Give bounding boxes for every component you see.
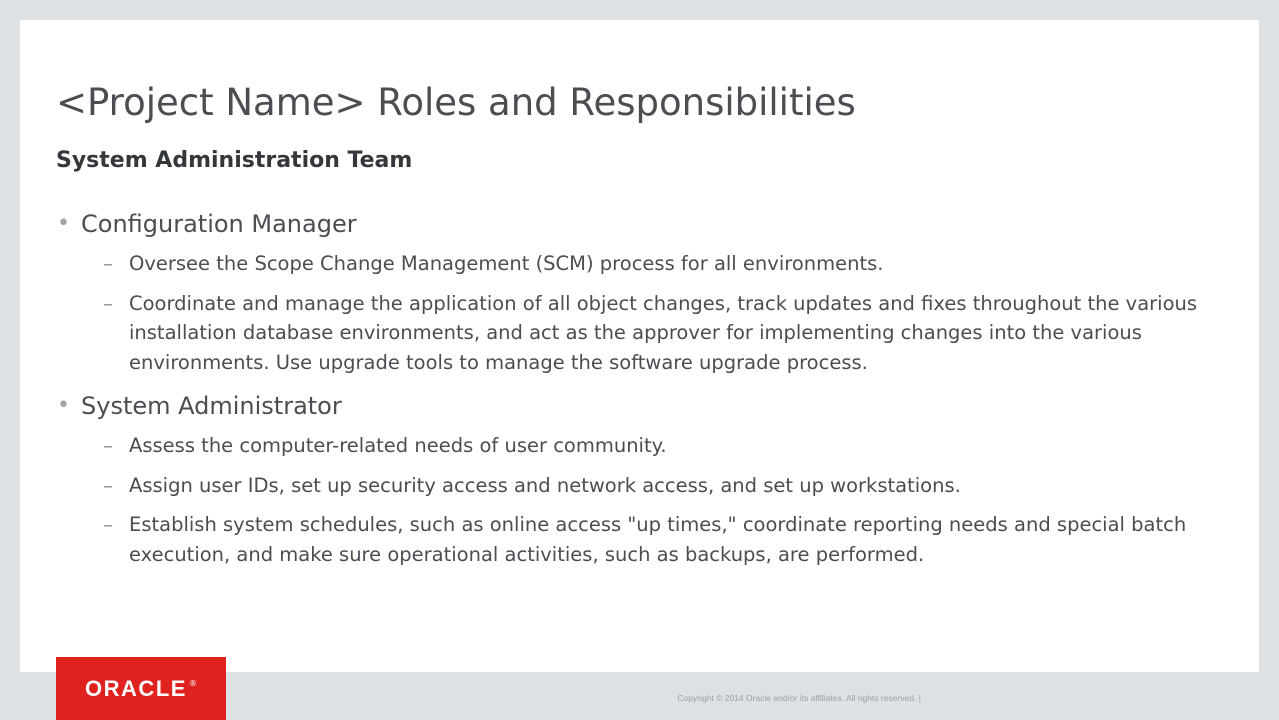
role-name: System Administrator <box>81 392 342 420</box>
dash-icon: – <box>103 252 113 275</box>
bullet-icon: • <box>57 393 70 418</box>
logo-text: ORACLE <box>85 675 187 701</box>
dash-icon: – <box>103 513 113 536</box>
role-heading <box>56 387 1246 425</box>
dash-icon: – <box>103 291 113 315</box>
registered-mark: ® <box>188 679 197 688</box>
role-heading <box>56 205 1246 243</box>
slide-body <box>56 205 1246 579</box>
task-item <box>56 471 1246 501</box>
task-list <box>56 431 1246 569</box>
task-list <box>56 249 1246 377</box>
copyright-footer: Copyright © 2014 Oracle and/or its affiliates. All rights reserved. | <box>677 693 921 703</box>
task-item <box>56 431 1246 461</box>
task-item <box>56 510 1246 569</box>
dash-icon: – <box>103 473 113 497</box>
bullet-icon: • <box>57 211 70 236</box>
task-text: Assign user IDs, set up security access and network access, and set up workstations. <box>129 473 961 497</box>
task-item <box>56 289 1246 378</box>
task-text: Coordinate and manage the application of all object changes, track updates and fixes throughout the various installation database environments, and act as the approver for implementing changes into the various environments. Use upgrade tools to manage the software upgrade process. <box>129 291 1198 374</box>
role-system-administrator <box>56 387 1246 569</box>
oracle-logo <box>56 657 226 720</box>
page-title: <Project Name> Roles and Responsibilities <box>56 81 856 124</box>
task-text: Oversee the Scope Change Management (SCM) process for all environments. <box>129 252 884 275</box>
task-item <box>56 249 1246 279</box>
dash-icon: – <box>103 434 113 457</box>
task-text: Establish system schedules, such as online access "up times," coordinate reporting needs and special batch execution, and make sure operational activities, such as backups, are performed. <box>129 513 1187 566</box>
role-configuration-manager <box>56 205 1246 377</box>
task-text: Assess the computer-related needs of user community. <box>129 434 667 457</box>
page-subtitle: System Administration Team <box>56 148 413 173</box>
role-name: Configuration Manager <box>81 210 357 238</box>
